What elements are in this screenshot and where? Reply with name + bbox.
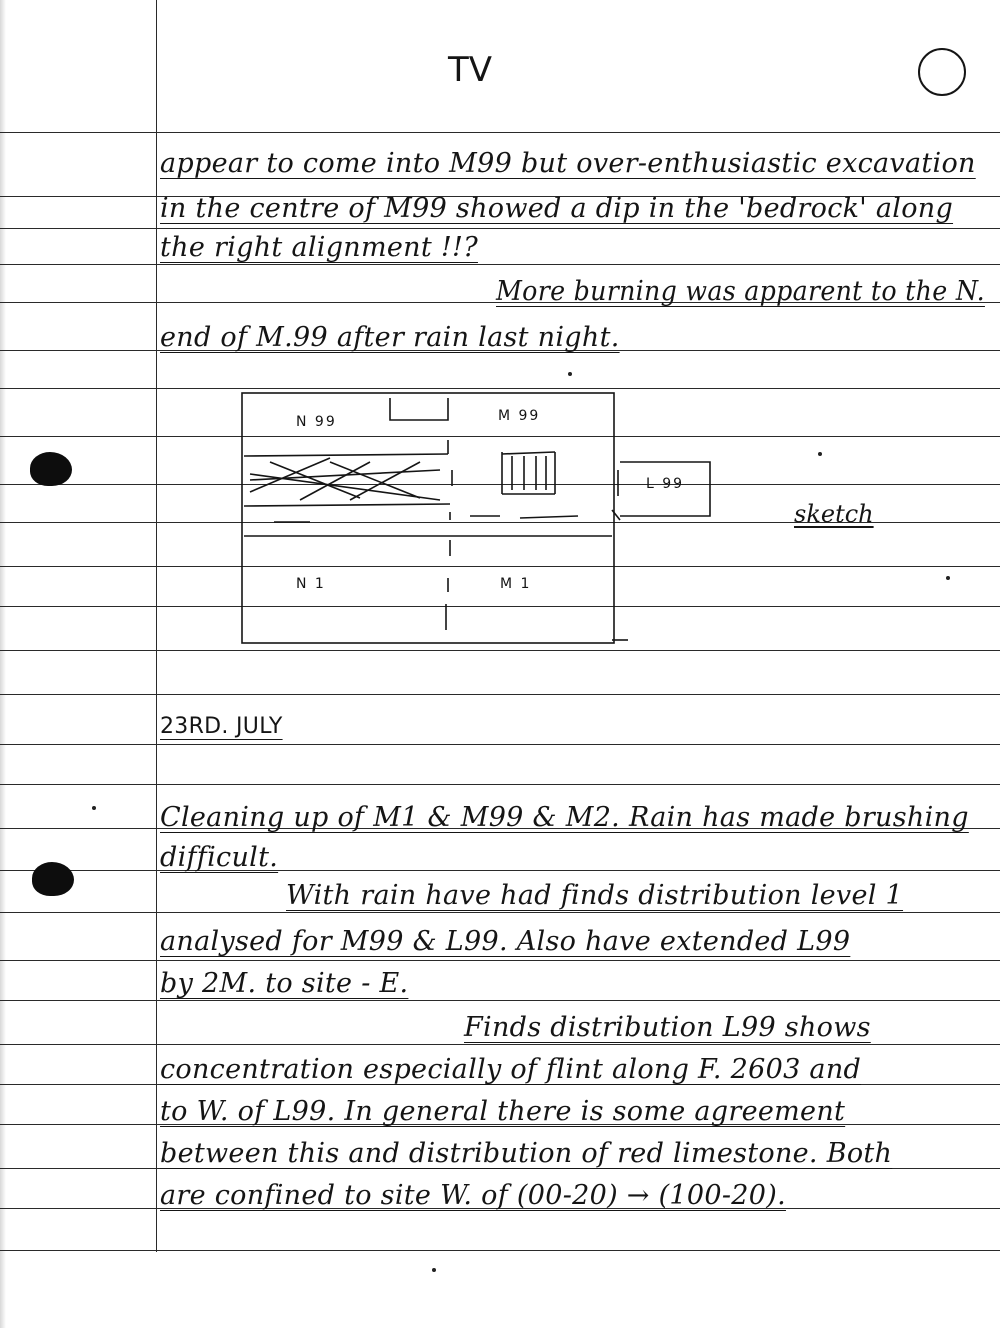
- sketch-label-m99: M 99: [498, 408, 541, 424]
- sketch-label-n1: N 1: [296, 576, 326, 592]
- sketch-label-l99: L 99: [646, 476, 685, 492]
- note-line: More burning was apparent to the N.: [496, 276, 985, 307]
- entry-line: between this and distribution of red limestone. Both: [160, 1138, 893, 1169]
- note-line: the right alignment !!?: [160, 232, 478, 263]
- entry-line: are confined to site W. of (00-20) → (100-20).: [160, 1180, 786, 1211]
- entry-line: Cleaning up of M1 & M99 & M2. Rain has made brushing: [160, 802, 969, 833]
- sketch-label-m1: M 1: [500, 576, 532, 592]
- entry-line: difficult.: [160, 842, 279, 873]
- entry-date: 23RD. JULY: [160, 714, 283, 739]
- note-line: appear to come into M99 but over-enthusiastic excavation: [160, 148, 976, 179]
- entry-line: by 2M. to site - E.: [160, 968, 409, 999]
- entry-line: concentration especially of flint along F. 2603 and: [160, 1054, 862, 1085]
- sketch-label-n99: N 99: [296, 414, 337, 430]
- entry-line: analysed for M99 & L99. Also have extended L99: [160, 926, 851, 957]
- entry-line: to W. of L99. In general there is some agreement: [160, 1096, 846, 1127]
- sketch-caption: sketch: [794, 500, 874, 528]
- entry-line: Finds distribution L99 shows: [464, 1012, 871, 1043]
- note-line: end of M.99 after rain last night.: [160, 322, 620, 353]
- initials-mark: TV: [448, 50, 493, 90]
- note-line: in the centre of M99 showed a dip in the 'bedrock' along: [160, 193, 954, 224]
- entry-line: With rain have had finds distribution level 1: [286, 880, 904, 911]
